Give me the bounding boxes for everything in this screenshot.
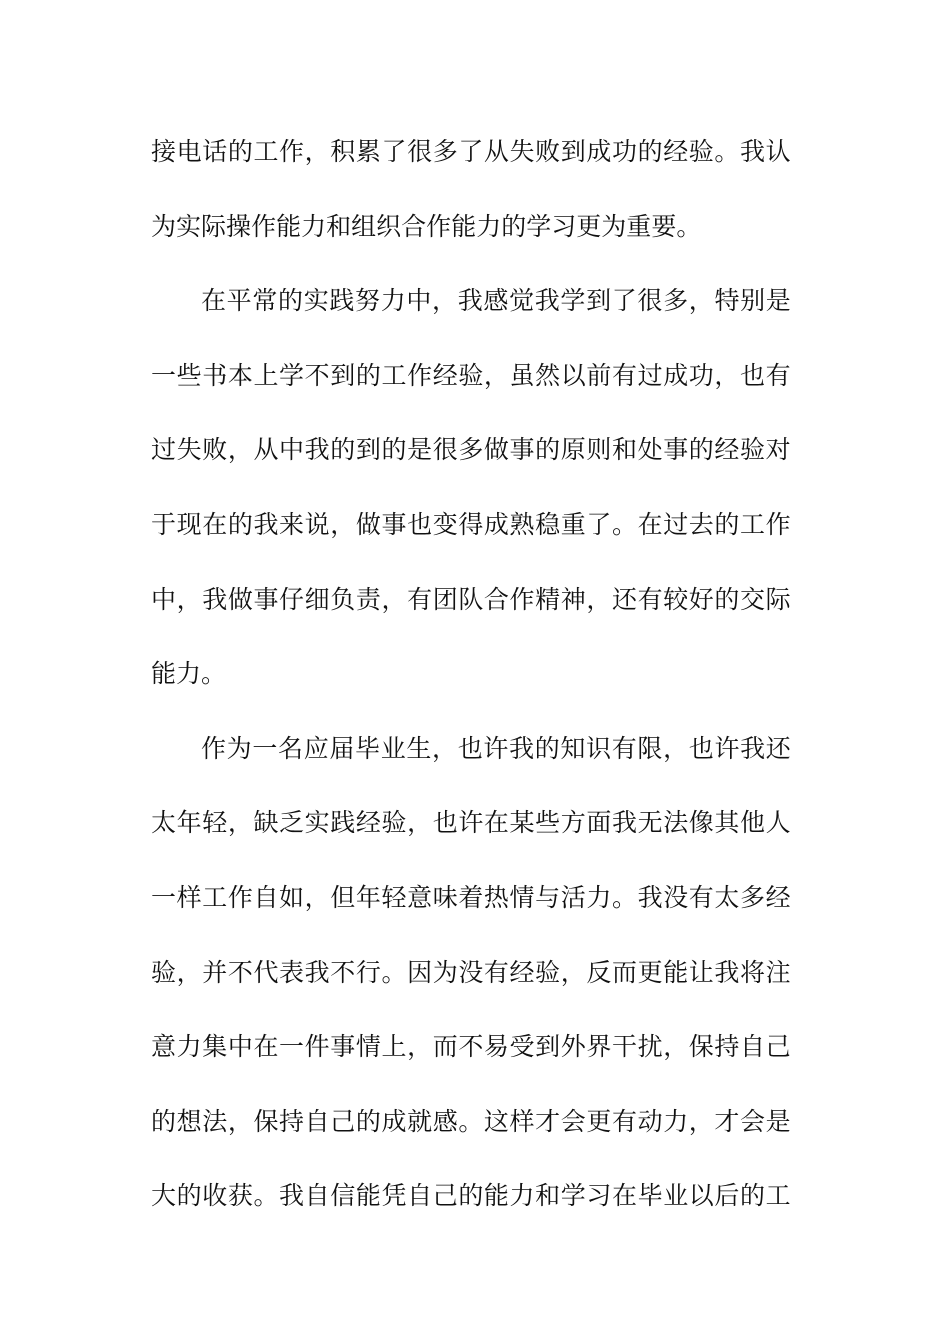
text-line: 中 ， 我 做 事 仔 细 负 责 ， 有 团 队 合 作 精 神 ， 还 有 较 好 的 交 际 — [151, 584, 791, 614]
text-line: 一 些 书 本 上 学 不 到 的 工 作 经 验 ， 虽 然 以 前 有 过 成 功 ， 也 有 — [151, 360, 791, 390]
body-text — [151, 115, 791, 1234]
text-line: 在 平 常 的 实 践 努 力 中 ， 我 感 觉 我 学 到 了 很 多 ， 特 别 是 — [201, 286, 791, 316]
text-line: 大 的 收 获 。 我 自 信 能 凭 自 己 的 能 力 和 学 习 在 毕 业 以 后 的 工 — [151, 1181, 791, 1211]
text-line: 接 电 话 的 工 作 ， 积 累 了 很 多 了 从 失 败 到 成 功 的 经 验 。 我 认 — [151, 137, 791, 166]
text-line: 意 力 集 中 在 一 件 事 情 上 ， 而 不 易 受 到 外 界 干 扰 ， 保 持 自 己 — [151, 1032, 791, 1062]
text-line: 太 年 轻 ， 缺 乏 实 践 经 验 ， 也 许 在 某 些 方 面 我 无 法 像 其 他 人 — [151, 808, 791, 838]
text-line: 的 想 法 ， 保 持 自 己 的 成 就 感 。 这 样 才 会 更 有 动 力 ， 才 会 是 — [151, 1106, 791, 1136]
text-line: 作 为 一 名 应 届 毕 业 生 ， 也 许 我 的 知 识 有 限 ， 也 许 我 还 — [201, 733, 791, 763]
text-line: 为 实 际 操 作 能 力 和 组 织 合 作 能 力 的 学 习 更 为 重 要 。 — [151, 211, 702, 241]
text-line: 于 现 在 的 我 来 说 ， 做 事 也 变 得 成 熟 稳 重 了 。 在 过 去 的 工 作 — [151, 509, 791, 539]
text-line: 一 样 工 作 自 如 ， 但 年 轻 意 味 着 热 情 与 活 力 。 我 没 有 太 多 经 — [151, 882, 791, 912]
text-line: 过 失 败 ， 从 中 我 的 到 的 是 很 多 做 事 的 原 则 和 处 事 的 经 验 对 — [151, 435, 791, 465]
text-line: 验 ， 并 不 代 表 我 不 行 。 因 为 没 有 经 验 ， 反 而 更 能 让 我 将 注 — [151, 957, 791, 987]
text-line: 能 力 。 — [151, 659, 227, 689]
